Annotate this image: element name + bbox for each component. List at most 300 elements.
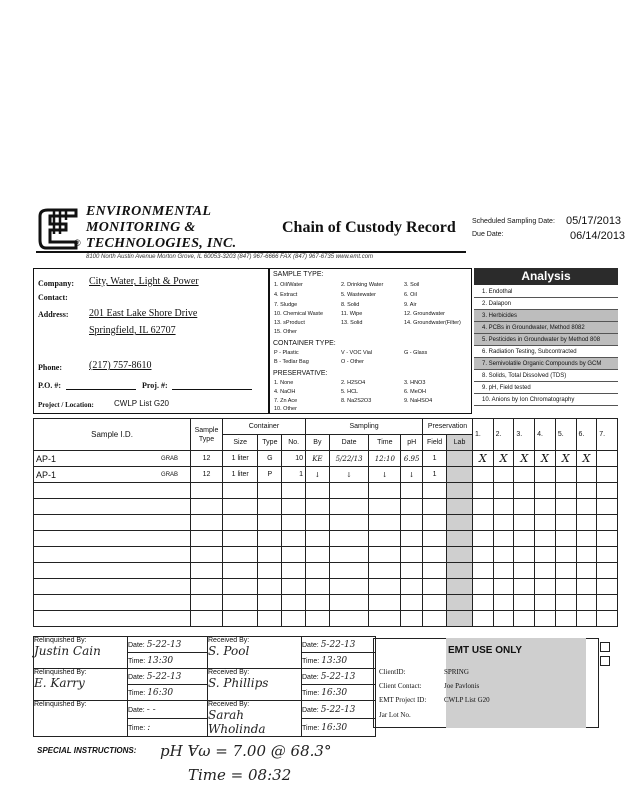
cell-date [329, 531, 369, 547]
cell-analysis-mark [555, 483, 576, 499]
analysis-item: 3. Herbicides [474, 310, 618, 322]
cell-analysis-mark [555, 467, 576, 483]
cell-container-type [258, 595, 282, 611]
cell-analysis-mark [472, 499, 493, 515]
time-value: 16:30 [321, 722, 348, 733]
checkbox[interactable] [600, 656, 610, 666]
cell-date [329, 547, 369, 563]
analysis-item: 7. Semivolatile Organic Compounds by GCM [474, 358, 618, 370]
emt-project-id-label: EMT Project ID: [379, 696, 427, 704]
cell-size [222, 515, 258, 531]
cell-analysis-mark [514, 563, 535, 579]
cell-lab [447, 595, 473, 611]
cell-time [369, 547, 401, 563]
cell-sampled-by [306, 515, 330, 531]
time-label: Time: [128, 657, 146, 665]
project-location-label: Project / Location: [38, 401, 94, 409]
cell-analysis-mark [493, 515, 514, 531]
cell-sample-type: 12 [191, 451, 223, 467]
cell-field [423, 595, 447, 611]
cell-analysis-mark [535, 483, 556, 499]
cell-container-type [258, 611, 282, 627]
cell-sampled-by [306, 531, 330, 547]
head-sample-id: Sample I.D. [34, 419, 191, 451]
analysis-item: 9. pH, Field tested [474, 382, 618, 394]
address-line-2: Springfield, IL 62707 [89, 325, 176, 336]
cell-size: 1 liter [222, 467, 258, 483]
cell-sample-id [34, 483, 191, 499]
date-value: 5-22-13 [320, 639, 356, 650]
cell-count [282, 579, 306, 595]
cell-date [329, 579, 369, 595]
analysis-item: 1. Endothal [474, 286, 618, 298]
cell-analysis-mark [472, 483, 493, 499]
cell-analysis-mark [514, 467, 535, 483]
po-line [66, 389, 136, 390]
cell-analysis-mark: X [514, 451, 535, 467]
checkbox[interactable] [600, 642, 610, 652]
cell-sampled-by [306, 595, 330, 611]
time-cell [302, 719, 376, 737]
date-label: Date: [302, 641, 319, 649]
cell-sampled-by [306, 579, 330, 595]
cell-analysis-mark: X [472, 451, 493, 467]
emt-jar-lot-label: Jar Lot No. [379, 711, 411, 719]
date-cell [302, 669, 376, 685]
received-cell [208, 637, 302, 669]
relinquished-cell [34, 637, 128, 669]
preservative-item: 7. Zn Ace [274, 398, 298, 404]
head-ph: pH [401, 435, 423, 451]
cell-lab [447, 547, 473, 563]
sample-type-item: 15. Other [274, 329, 297, 335]
cell-sample-id [34, 515, 191, 531]
cell-analysis-mark [535, 515, 556, 531]
cell-container-type: G [258, 451, 282, 467]
cell-analysis-mark [576, 595, 597, 611]
cell-analysis-mark [597, 515, 618, 531]
cell-lab [447, 531, 473, 547]
scheduled-date-label: Scheduled Sampling Date: [472, 218, 555, 225]
head-lab: Lab [447, 435, 473, 451]
sample-type-item: 12. Groundwater [404, 311, 445, 317]
cell-analysis-mark [597, 531, 618, 547]
cell-analysis-mark [472, 595, 493, 611]
date-cell [128, 637, 208, 653]
cell-analysis-mark [576, 515, 597, 531]
emt-client-id-value: SPRING [444, 668, 469, 676]
cell-sampled-by [306, 483, 330, 499]
grab-label: GRAB [161, 472, 179, 478]
date-value: 5-22-13 [146, 639, 182, 650]
cell-sample-type [191, 515, 223, 531]
cell-sample-type [191, 611, 223, 627]
relinquished-cell [34, 701, 128, 737]
preservative-item: 5. HCL [341, 389, 359, 395]
time-cell [128, 653, 208, 669]
address-label: Address: [38, 310, 69, 319]
cell-count: 1 [282, 467, 306, 483]
cell-count: 10 [282, 451, 306, 467]
date-label: Date: [302, 706, 319, 714]
cell-size: 1 liter [222, 451, 258, 467]
sample-type-item: 14. Groundwater(Filter) [404, 320, 461, 326]
head-type: Type [258, 435, 282, 451]
analysis-item: 10. Anions by Ion Chromatography [474, 394, 618, 406]
relinquished-label: Relinquished By: [34, 701, 87, 708]
cell-time [369, 515, 401, 531]
table-row [34, 467, 618, 483]
custody-row [34, 669, 376, 685]
container-type-heading: CONTAINER TYPE: [273, 340, 336, 347]
table-row [34, 451, 618, 467]
cell-count [282, 483, 306, 499]
cell-analysis-mark [555, 563, 576, 579]
head-preservation: Preservation [423, 419, 473, 435]
cell-analysis-mark [514, 547, 535, 563]
cell-analysis-mark [535, 595, 556, 611]
preservative-item: 6. MeOH [404, 389, 427, 395]
cell-analysis-mark [514, 579, 535, 595]
cell-sampled-by: KE [306, 451, 330, 467]
cell-analysis-mark [535, 499, 556, 515]
cell-count [282, 499, 306, 515]
cell-analysis-mark [576, 579, 597, 595]
table-row [34, 531, 618, 547]
cell-analysis-mark [555, 611, 576, 627]
cell-analysis-mark [493, 563, 514, 579]
analysis-item: 5. Pesticides in Groundwater by Method 808 [474, 334, 618, 346]
cell-sampled-by [306, 611, 330, 627]
cell-analysis-mark [493, 483, 514, 499]
sample-type-item: 7. Sludge [274, 302, 298, 308]
container-type-item: G - Glass [404, 350, 428, 356]
cell-lab [447, 451, 473, 467]
preservative-item: 8. Na2S2O3 [341, 398, 372, 404]
cell-container-type [258, 563, 282, 579]
cell-size [222, 483, 258, 499]
cell-field: 1 [423, 467, 447, 483]
head-container: Container [222, 419, 305, 435]
date-cell [128, 669, 208, 685]
analysis-col-head: 6. [576, 419, 597, 451]
cell-analysis-mark [535, 467, 556, 483]
time-value: 13:30 [147, 655, 174, 666]
cell-sampled-by [306, 499, 330, 515]
custody-row [34, 637, 376, 653]
special-note-line-2: Time = 08:32 [188, 766, 292, 784]
cell-container-type [258, 483, 282, 499]
cell-analysis-mark [472, 531, 493, 547]
cell-analysis-mark [555, 547, 576, 563]
cell-analysis-mark [493, 467, 514, 483]
cell-analysis-mark [493, 595, 514, 611]
analysis-col-head: 2. [493, 419, 514, 451]
cell-analysis-mark [576, 499, 597, 515]
preservative-item: 4. NaOH [274, 389, 296, 395]
special-note-line-1: pH Ɐω = 7.00 @ 68.3° [160, 742, 332, 760]
cell-sample-type [191, 499, 223, 515]
grab-label: GRAB [161, 456, 179, 462]
cell-analysis-mark [597, 483, 618, 499]
cell-ph [401, 595, 423, 611]
cell-ph [401, 483, 423, 499]
table-row [34, 563, 618, 579]
cell-date [329, 563, 369, 579]
cell-analysis-mark [555, 499, 576, 515]
cell-analysis-mark: X [535, 451, 556, 467]
registered-mark: ® [74, 238, 81, 248]
cell-container-type [258, 531, 282, 547]
emt-project-id-value: CWLP List G20 [444, 696, 490, 704]
table-row [34, 595, 618, 611]
cell-size [222, 611, 258, 627]
cell-sample-id [34, 611, 191, 627]
container-type-item: P - Plastic [274, 350, 299, 356]
cell-time [369, 531, 401, 547]
time-cell [302, 653, 376, 669]
cell-date [329, 499, 369, 515]
cell-lab [447, 467, 473, 483]
cell-sample-type [191, 483, 223, 499]
analysis-col-head: 4. [535, 419, 556, 451]
cell-sample-id [34, 547, 191, 563]
cell-field: 1 [423, 451, 447, 467]
cell-analysis-mark [597, 547, 618, 563]
special-instructions-label: SPECIAL INSTRUCTIONS: [37, 746, 137, 755]
cell-field [423, 515, 447, 531]
received-signature: S. Pool [208, 644, 250, 658]
received-label: Received By: [208, 701, 250, 708]
head-date: Date [329, 435, 369, 451]
cell-analysis-mark [555, 531, 576, 547]
cell-analysis-mark [514, 483, 535, 499]
cell-ph [401, 563, 423, 579]
time-cell [128, 685, 208, 701]
head-by: By [306, 435, 330, 451]
cell-time [369, 611, 401, 627]
sample-type-item: 9. Air [404, 302, 417, 308]
time-label: Time: [302, 657, 320, 665]
cell-time: ↓ [369, 467, 401, 483]
cell-sample-id [34, 499, 191, 515]
analysis-item: 8. Solids, Total Dissolved (TDS) [474, 370, 618, 382]
address-line-1: 201 East Lake Shore Drive [89, 308, 198, 319]
cell-ph [401, 531, 423, 547]
cell-ph [401, 499, 423, 515]
header-rule [36, 251, 466, 253]
table-row [34, 515, 618, 531]
emt-contact-value: Joe Pavlonis [444, 682, 480, 690]
sample-id-text: AP-1 [36, 453, 57, 464]
cell-field [423, 499, 447, 515]
analysis-item: 6. Radiation Testing, Subcontracted [474, 346, 618, 358]
cell-time [369, 579, 401, 595]
cell-lab [447, 499, 473, 515]
received-signature: S. Phillips [208, 676, 269, 690]
cell-analysis-mark [597, 595, 618, 611]
time-cell [128, 719, 208, 737]
table-row [34, 483, 618, 499]
cell-sample-id [34, 451, 191, 467]
cell-sample-id [34, 467, 191, 483]
time-label: Time: [302, 724, 320, 732]
due-date-value: 06/14/2013 [570, 230, 625, 242]
relinquished-signature: Justin Cain [34, 644, 101, 658]
emt-contact-label: Client Contact: [379, 682, 422, 690]
cell-date [329, 483, 369, 499]
emt-client-id-label: ClientID: [379, 668, 406, 676]
cell-sample-type [191, 547, 223, 563]
cell-ph: 6.95 [401, 451, 423, 467]
cell-field [423, 547, 447, 563]
time-label: Time: [128, 724, 146, 732]
cell-analysis-mark [493, 611, 514, 627]
cell-size [222, 499, 258, 515]
company-name-line-3: TECHNOLOGIES, INC. [86, 236, 237, 251]
received-cell [208, 701, 302, 737]
head-no: No. [282, 435, 306, 451]
sample-type-heading: SAMPLE TYPE: [273, 271, 324, 278]
date-value: - - [146, 704, 156, 715]
cell-ph: ↓ [401, 467, 423, 483]
sample-type-item: 13. Solid [341, 320, 363, 326]
cell-date: 5/22/13 [329, 451, 369, 467]
cell-count [282, 611, 306, 627]
cell-analysis-mark [597, 467, 618, 483]
preservative-heading: PRESERVATIVE: [273, 370, 328, 377]
cell-analysis-mark [535, 531, 556, 547]
cell-analysis-mark [597, 451, 618, 467]
cell-analysis-mark [514, 595, 535, 611]
relinquished-label: Relinquished By: [34, 669, 87, 676]
container-type-item: V - VOC Vial [341, 350, 373, 356]
cell-container-type: P [258, 467, 282, 483]
relinquished-label: Relinquished By: [34, 637, 87, 644]
cell-analysis-mark [597, 579, 618, 595]
cell-analysis-mark [555, 579, 576, 595]
cell-lab [447, 483, 473, 499]
cell-date [329, 515, 369, 531]
cell-analysis-mark [514, 531, 535, 547]
cell-analysis-mark [535, 547, 556, 563]
company-label: Company: [38, 279, 75, 288]
preservative-item: 3. HNO3 [404, 380, 426, 386]
received-label: Received By: [208, 669, 250, 676]
sample-type-item: 8. Solid [341, 302, 360, 308]
cell-sample-type [191, 563, 223, 579]
cell-sampled-by [306, 547, 330, 563]
date-value: 5-22-13 [320, 671, 356, 682]
date-label: Date: [128, 673, 145, 681]
cell-count [282, 531, 306, 547]
sample-type-item: 5. Wastewater [341, 292, 376, 298]
phone-value: (217) 757-8610 [89, 360, 152, 371]
cell-analysis-mark [472, 547, 493, 563]
cell-count [282, 547, 306, 563]
cell-sample-type [191, 531, 223, 547]
cell-analysis-mark [535, 563, 556, 579]
cell-sample-id [34, 531, 191, 547]
cell-analysis-mark: X [555, 451, 576, 467]
cell-container-type [258, 579, 282, 595]
preservative-item: 2. H2SO4 [341, 380, 366, 386]
cell-time [369, 483, 401, 499]
cell-analysis-mark [535, 611, 556, 627]
cell-sample-id [34, 595, 191, 611]
container-type-item: B - Tedlar Bag [274, 359, 309, 365]
sample-type-item: 6. Oil [404, 292, 417, 298]
cell-analysis-mark [576, 483, 597, 499]
analysis-item: 4. PCBs in Groundwater, Method 8082 [474, 322, 618, 334]
cell-analysis-mark [576, 563, 597, 579]
page-title: Chain of Custody Record [282, 219, 456, 236]
cell-container-type [258, 499, 282, 515]
cell-ph [401, 515, 423, 531]
client-info-box [33, 268, 269, 414]
time-value: 16:30 [321, 687, 348, 698]
cell-sample-type [191, 595, 223, 611]
cell-date [329, 595, 369, 611]
cell-lab [447, 611, 473, 627]
head-sample-type: Sample Type [191, 419, 223, 451]
head-sampling: Sampling [306, 419, 423, 435]
cell-date [329, 611, 369, 627]
cell-sample-id [34, 579, 191, 595]
date-label: Date: [128, 706, 145, 714]
cell-analysis-mark [576, 611, 597, 627]
received-cell [208, 669, 302, 701]
sample-type-item: 3. Soil [404, 282, 420, 288]
cell-field [423, 611, 447, 627]
cell-size [222, 595, 258, 611]
company-value: City, Water, Light & Power [89, 276, 199, 287]
cell-analysis-mark [493, 579, 514, 595]
cell-date: ↓ [329, 467, 369, 483]
cell-count [282, 515, 306, 531]
cell-ph [401, 579, 423, 595]
cell-sample-id [34, 563, 191, 579]
head-field: Field [423, 435, 447, 451]
cell-ph [401, 611, 423, 627]
table-row [34, 499, 618, 515]
head-time: Time [369, 435, 401, 451]
container-type-item: O - Other [341, 359, 364, 365]
emt-heading: EMT USE ONLY [448, 645, 523, 656]
company-name-line-1: ENVIRONMENTAL [86, 204, 212, 219]
analysis-col-head: 1. [472, 419, 493, 451]
cell-analysis-mark [555, 515, 576, 531]
relinquished-signature: E. Karry [34, 676, 85, 690]
custody-table [33, 636, 376, 737]
time-value: 13:30 [321, 655, 348, 666]
cell-analysis-mark [472, 611, 493, 627]
received-label: Received By: [208, 637, 250, 644]
cell-field [423, 563, 447, 579]
cell-sample-type: 12 [191, 467, 223, 483]
cell-analysis-mark [472, 563, 493, 579]
cell-field [423, 579, 447, 595]
cell-analysis-mark [493, 531, 514, 547]
table-row [34, 547, 618, 563]
cell-analysis-mark [472, 515, 493, 531]
cell-size [222, 547, 258, 563]
cell-analysis-mark [514, 515, 535, 531]
cell-analysis-mark [514, 499, 535, 515]
cell-time [369, 595, 401, 611]
date-value: 5-22-13 [146, 671, 182, 682]
analysis-col-head: 3. [514, 419, 535, 451]
